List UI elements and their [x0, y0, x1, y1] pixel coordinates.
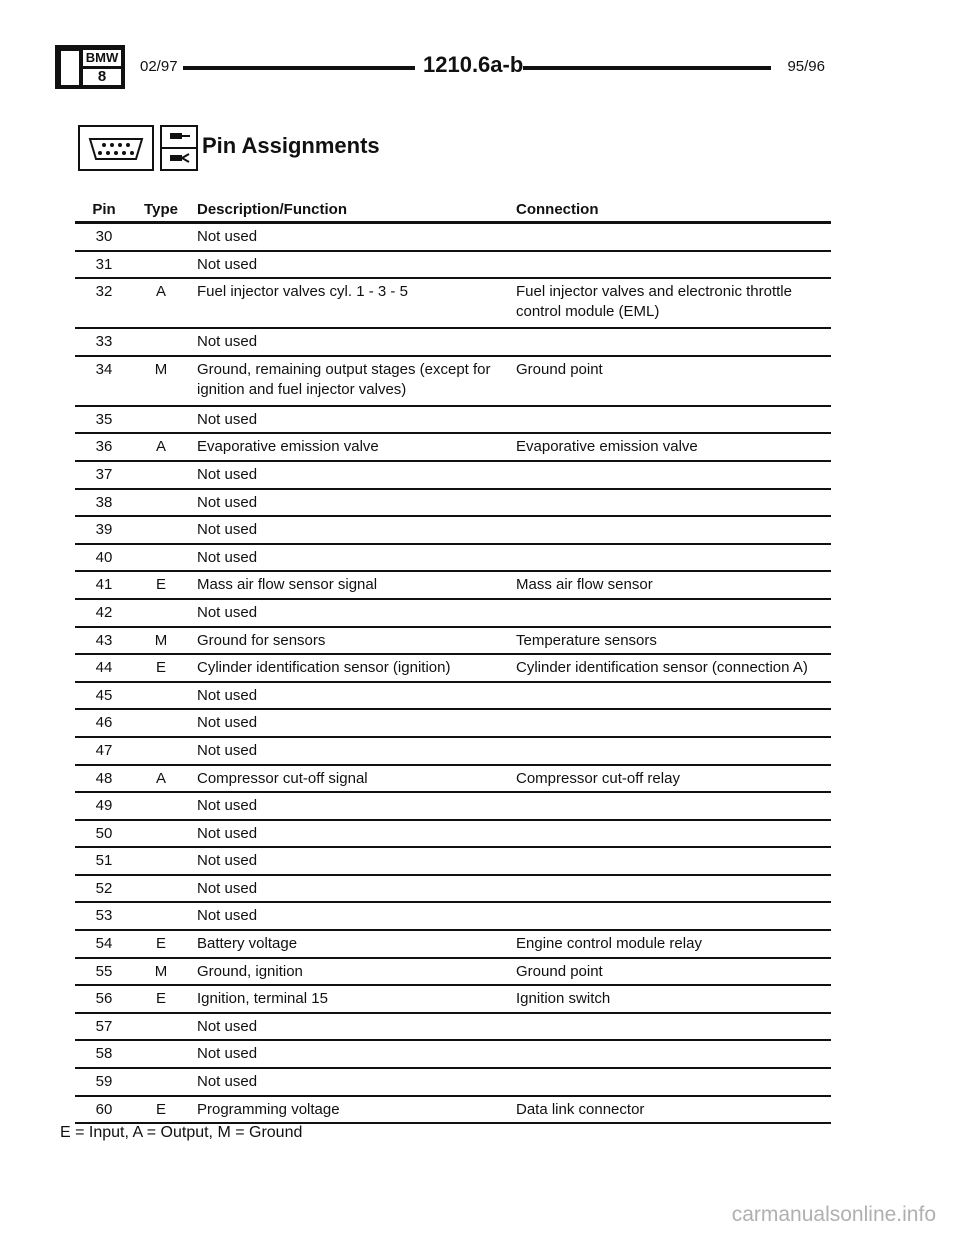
cell-type: A [155, 283, 166, 301]
table-body [75, 224, 831, 1124]
cell-description: Not used [197, 714, 258, 732]
cell-pin: 39 [95, 521, 113, 539]
table-row [75, 279, 831, 329]
table-row [75, 738, 831, 766]
table-row [75, 683, 831, 711]
cell-type: E [155, 576, 166, 594]
watermark: carmanualsonline.info [731, 1203, 936, 1226]
cell-pin: 56 [95, 990, 113, 1008]
cell-description: Not used [197, 1045, 258, 1063]
page-header [55, 45, 825, 95]
cell-pin: 48 [95, 769, 113, 787]
cell-description: Not used [197, 465, 258, 483]
cell-connection: Temperature sensors [516, 631, 657, 649]
table-row [75, 1097, 831, 1125]
table-row [75, 490, 831, 518]
column-header-connection: Connection [516, 201, 599, 218]
cell-pin: 58 [95, 1045, 113, 1063]
cell-description: Not used [197, 686, 258, 704]
table-row [75, 655, 831, 683]
cell-connection: Ground point [516, 962, 603, 980]
section-title: Pin Assignments [202, 133, 380, 158]
cell-description: Not used [197, 410, 258, 428]
cell-pin: 38 [95, 493, 113, 511]
table-row [75, 252, 831, 280]
table-row [75, 357, 831, 407]
cell-connection: Engine control module relay [516, 935, 702, 953]
table-row [75, 628, 831, 656]
cell-pin: 43 [95, 631, 113, 649]
cell-pin: 37 [95, 465, 113, 483]
table-row [75, 821, 831, 849]
cell-pin: 54 [95, 935, 113, 953]
cell-description: Ground, remaining output stages (except for ignition and fuel injector valves) [197, 360, 491, 398]
header-rule-right [523, 66, 771, 70]
cell-description: Not used [197, 879, 258, 897]
cell-connection: Ground point [516, 360, 603, 378]
cell-description: Not used [197, 852, 258, 870]
cell-type: E [155, 1100, 166, 1118]
cell-pin: 60 [95, 1100, 113, 1118]
pin-assignment-table [75, 197, 831, 1124]
cell-description: Not used [197, 521, 258, 539]
section-header [78, 125, 578, 175]
cell-pin: 57 [95, 1017, 113, 1035]
bmw-series-number: 8 [83, 69, 121, 85]
cell-connection: Mass air flow sensor [516, 576, 653, 594]
cell-type: E [155, 990, 166, 1008]
cell-pin: 40 [95, 548, 113, 566]
cell-description: Not used [197, 741, 258, 759]
table-row [75, 517, 831, 545]
cell-pin: 51 [95, 852, 113, 870]
table-header [75, 197, 831, 224]
table-row [75, 793, 831, 821]
cell-pin: 42 [95, 603, 113, 621]
cell-description: Ground for sensors [197, 631, 326, 649]
cell-pin: 35 [95, 410, 113, 428]
table-row [75, 1041, 831, 1069]
cell-description: Mass air flow sensor signal [197, 576, 378, 594]
table-row [75, 600, 831, 628]
cell-pin: 31 [95, 255, 113, 273]
cell-description: Fuel injector valves cyl. 1 - 3 - 5 [197, 283, 408, 301]
pin-direction-icon [160, 125, 198, 171]
table-row [75, 462, 831, 490]
cell-pin: 32 [95, 283, 113, 301]
cell-connection: Cylinder identification sensor (connection A) [516, 659, 808, 677]
connector-icon [78, 125, 154, 171]
cell-description: Battery voltage [197, 935, 298, 953]
type-legend: E = Input, A = Output, M = Ground [60, 1124, 303, 1141]
table-row [75, 1014, 831, 1042]
cell-connection: Fuel injector valves and electronic throttle control module (EML) [516, 283, 792, 321]
table-row [75, 903, 831, 931]
table-row [75, 1069, 831, 1097]
column-header-description: Description/Function [197, 201, 347, 218]
cell-description: Ignition, terminal 15 [197, 990, 328, 1008]
cell-description: Not used [197, 603, 258, 621]
cell-pin: 30 [95, 228, 113, 245]
cell-connection: Data link connector [516, 1100, 645, 1118]
cell-type: E [155, 659, 166, 677]
bmw-logo-text: BMW [83, 50, 121, 66]
table-row [75, 710, 831, 738]
table-row [75, 986, 831, 1014]
cell-pin: 52 [95, 879, 113, 897]
table-row [75, 931, 831, 959]
cell-pin: 41 [95, 576, 113, 594]
date-right: 95/96 [787, 58, 825, 75]
table-row [75, 572, 831, 600]
cell-description: Ground, ignition [197, 962, 303, 980]
cell-type: A [155, 438, 166, 456]
table-row [75, 407, 831, 435]
cell-pin: 50 [95, 824, 113, 842]
cell-pin: 33 [95, 333, 113, 351]
date-left: 02/97 [140, 58, 178, 75]
table-row [75, 876, 831, 904]
cell-description: Not used [197, 1017, 258, 1035]
cell-description: Not used [197, 1073, 258, 1091]
table-row [75, 848, 831, 876]
cell-type: M [154, 631, 168, 649]
cell-type: M [154, 360, 168, 378]
table-row [75, 545, 831, 573]
table-row [75, 329, 831, 357]
cell-pin: 53 [95, 907, 113, 925]
cell-description: Not used [197, 255, 258, 273]
cell-description: Not used [197, 907, 258, 925]
cell-pin: 36 [95, 438, 113, 456]
cell-connection: Compressor cut-off relay [516, 769, 680, 787]
cell-connection: Ignition switch [516, 990, 611, 1008]
table-row [75, 434, 831, 462]
header-rule-left [183, 66, 415, 70]
column-header-type: Type [144, 201, 178, 218]
table-row [75, 959, 831, 987]
document-code: 1210.6a-b [423, 52, 524, 77]
cell-description: Not used [197, 548, 258, 566]
cell-pin: 55 [95, 962, 113, 980]
cell-connection: Evaporative emission valve [516, 438, 698, 456]
cell-description: Evaporative emission valve [197, 438, 379, 456]
cell-description: Not used [197, 228, 258, 245]
cell-description: Not used [197, 333, 258, 351]
cell-pin: 49 [95, 797, 113, 815]
cell-pin: 34 [95, 360, 113, 378]
cell-description: Compressor cut-off signal [197, 769, 368, 787]
cell-description: Not used [197, 493, 258, 511]
cell-description: Programming voltage [197, 1100, 340, 1118]
cell-pin: 47 [95, 741, 113, 759]
table-row [75, 766, 831, 794]
bmw-logo [55, 45, 125, 89]
cell-type: M [154, 962, 168, 980]
cell-description: Cylinder identification sensor (ignition) [197, 659, 451, 677]
table-row [75, 224, 831, 252]
cell-type: E [155, 935, 166, 953]
column-header-pin: Pin [92, 201, 116, 218]
cell-description: Not used [197, 824, 258, 842]
cell-pin: 44 [95, 659, 113, 677]
cell-type: A [155, 769, 166, 787]
cell-pin: 46 [95, 714, 113, 732]
cell-pin: 59 [95, 1073, 113, 1091]
cell-pin: 45 [95, 686, 113, 704]
cell-description: Not used [197, 797, 258, 815]
